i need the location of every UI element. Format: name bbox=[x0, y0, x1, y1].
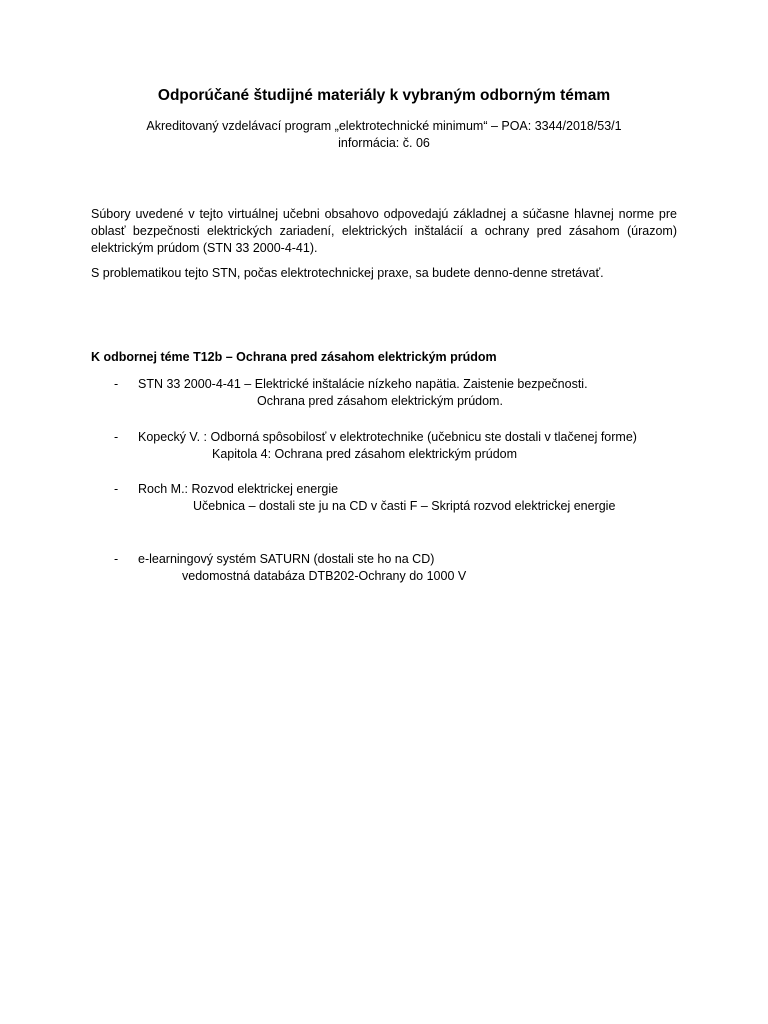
list-item-detail: Kapitola 4: Ochrana pred zásahom elektrickým prúdom bbox=[212, 447, 518, 461]
intro-paragraph: Súbory uvedené v tejto virtuálnej učebni obsahovo odpovedajú základnej a súčasne hlavnej norme pre oblasť bezpečnosti elektrických zariadení, elektrických inštalácií a ochrany pred zásahom (úrazom) elektrickým prúdom (STN 33 2000-4-41). bbox=[91, 207, 677, 255]
list-item-detail: vedomostná databáza DTB202-Ochrany do 1000 V bbox=[182, 569, 467, 583]
information-number-line: informácia: č. 06 bbox=[338, 136, 430, 150]
document-title: Odporúčané študijné materiály k vybraným odborným témam bbox=[157, 87, 611, 104]
list-item-title: Kopecký V. : Odborná spôsobilosť v elektrotechnike (učebnicu ste dostali v tlačenej forme) bbox=[138, 430, 637, 444]
section-heading: K odbornej téme T12b – Ochrana pred zásahom elektrickým prúdom bbox=[91, 350, 497, 364]
list-bullet: - bbox=[114, 482, 119, 496]
list-bullet: - bbox=[114, 552, 119, 566]
list-bullet: - bbox=[114, 430, 119, 444]
list-bullet: - bbox=[114, 377, 119, 391]
list-item-detail: Ochrana pred zásahom elektrickým prúdom. bbox=[257, 394, 503, 408]
list-item-title: STN 33 2000-4-41 – Elektrické inštalácie nízkeho napätia. Zaistenie bezpečnosti. bbox=[138, 377, 588, 391]
list-item-title: e-learningový systém SATURN (dostali ste ho na CD) bbox=[138, 552, 435, 566]
intro-section bbox=[91, 206, 677, 282]
document-subtitle bbox=[0, 118, 768, 152]
list-item-title: Roch M.: Rozvod elektrickej energie bbox=[138, 482, 339, 496]
intro-paragraph: S problematikou tejto STN, počas elektrotechnickej praxe, sa budete denno-denne stretávať. bbox=[91, 266, 604, 280]
program-accreditation-line: Akreditovaný vzdelávací program „elektrotechnické minimum“ – POA: 3344/2018/53/1 bbox=[146, 119, 622, 133]
list-item-detail: Učebnica – dostali ste ju na CD v časti F – Skriptá rozvod elektrickej energie bbox=[193, 499, 616, 513]
